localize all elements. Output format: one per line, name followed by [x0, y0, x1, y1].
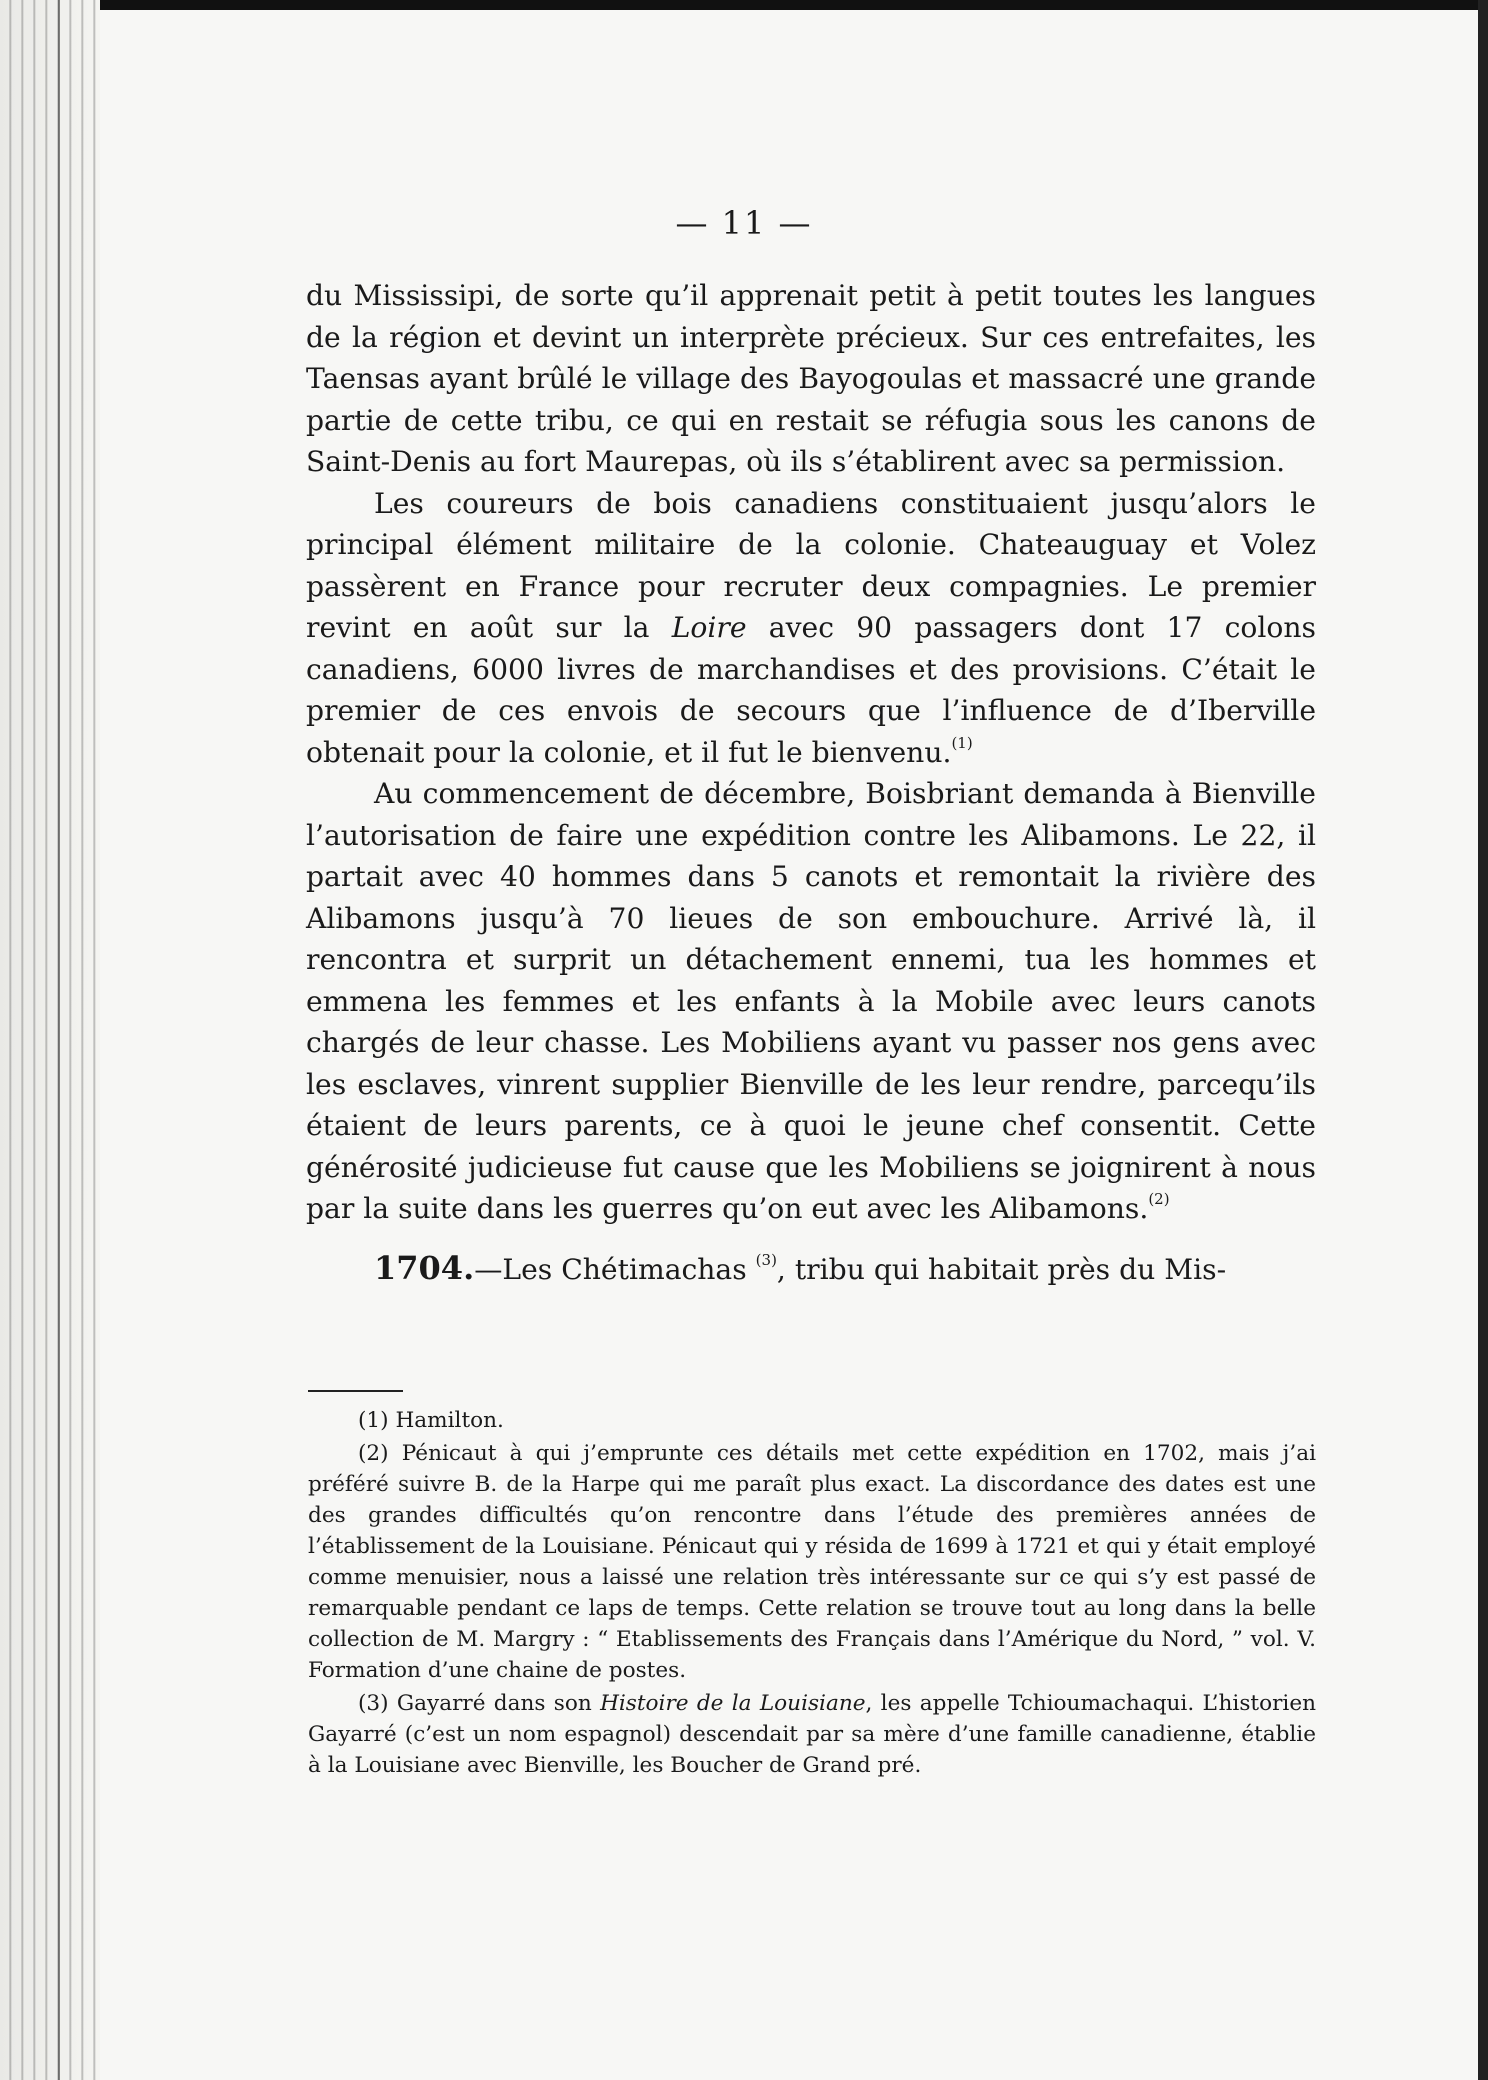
year-heading: 1704. [374, 1248, 475, 1287]
ship-name: Loire [671, 611, 747, 644]
footnote-ref-2: (2) [1148, 1190, 1170, 1208]
paragraph-1: du Mississipi, de sorte qu’il apprenait petit à petit toutes les langues de la région et devint un interprète précieux. Sur ces entrefaites, les Taensas ayant brûlé le village des Bayogoulas et massacré une grande partie de cette tribu, ce qui en restait se réfugia sous les canons de Saint-Denis au fort Maurepas, où ils s’établirent avec sa permission. [306, 279, 1316, 478]
paragraph-2 [306, 483, 1316, 774]
paragraph-3 [306, 773, 1316, 1230]
paragraph-4-text-a: —Les Chétimachas [474, 1252, 756, 1286]
footnote-3-text-b: , les appelle Tchioumachaqui. L’historien Gayarré (c’est un nom espagnol) descendait par sa mère d’une famille canadienne, établie à la Louisiane avec Bienville, les Boucher de Grand pré. [308, 1691, 1316, 1778]
footnote-separator [308, 1390, 403, 1392]
paragraph-4-text-b: , tribu qui habitait près du Mis- [776, 1252, 1227, 1286]
book-title: Histoire de la Louisiane [600, 1691, 866, 1716]
paragraph-3-text: Au commencement de décembre, Boisbriant demanda à Bienville l’autorisation de faire une expédition contre les Alibamons. Le 22, il partait avec 40 hommes dans 5 canots et remontait la rivière des Alibamons jusqu’à 70 lieues de son embouchure. Arrivé là, il rencontra et surprit un détachement ennemi, tua les hommes et emmena les femmes et les enfants à la Mobile avec leurs canots chargés de leur chasse. Les Mobiliens ayant vu passer nos gens avec les esclaves, vinrent supplier Bienville de les leur rendre, parcequ’ils étaient de leurs parents, ce à quoi le jeune chef consentit. Cette générosité judicieuse fut cause que les Mobiliens se joignirent à nous par la suite dans les guerres qu’on eut avec les Alibamons. [306, 777, 1316, 1225]
book-binding [0, 0, 100, 2080]
scan-top-edge [0, 0, 1488, 10]
footnote-ref-1: (1) [951, 733, 973, 752]
page-number: — 11 — [675, 204, 813, 242]
main-text [306, 275, 1316, 1290]
footnote-2: (2) Pénicaut à qui j’emprunte ces détails met cette expédition en 1702, mais j’ai préféré suivre B. de la Harpe qui me paraît plus exact. La discordance des dates est une des grandes difficultés qu’on rencontre dans l’étude des premières années de l’établissement de la Louisiane. Pénicaut qui y résida de 1699 à 1721 et qui y était employé comme menuisier, nous a laissé une relation très intéressante sur ce qui s’y est passé de remarquable pendant ce laps de temps. Cette relation se trouve tout au long dans la belle collection de M. Margry : “ Etablissements des Français dans l’Amérique du Nord, ” vol. V. Formation d’une chaine de postes. [308, 1441, 1316, 1683]
paragraph-2-text-a: Les coureurs de bois canadiens constituaient jusqu’alors le principal élément militaire de la colonie. Chateauguay et Volez passèrent en France pour recruter deux compagnies. Le premier revint en août sur la [306, 486, 1316, 644]
scan-right-edge [1478, 0, 1488, 2080]
footnote-1: (1) Hamilton. [358, 1408, 504, 1433]
paragraph-4 [306, 1248, 1316, 1291]
footnote-ref-3: (3) [755, 1250, 777, 1269]
footnote-3 [308, 1688, 1316, 1781]
paragraph-2-text-b: avec 90 passagers dont 17 colons canadiens, 6000 livres de marchandises et des provisions. C’était le premier de ces envois de secours que l’influence de d’Iberville obtenait pour la colonie, et il fut le bienvenu. [306, 611, 1316, 769]
footnote-3-text-a: (3) Gayarré dans son [358, 1691, 601, 1716]
footnotes [308, 1405, 1316, 1783]
